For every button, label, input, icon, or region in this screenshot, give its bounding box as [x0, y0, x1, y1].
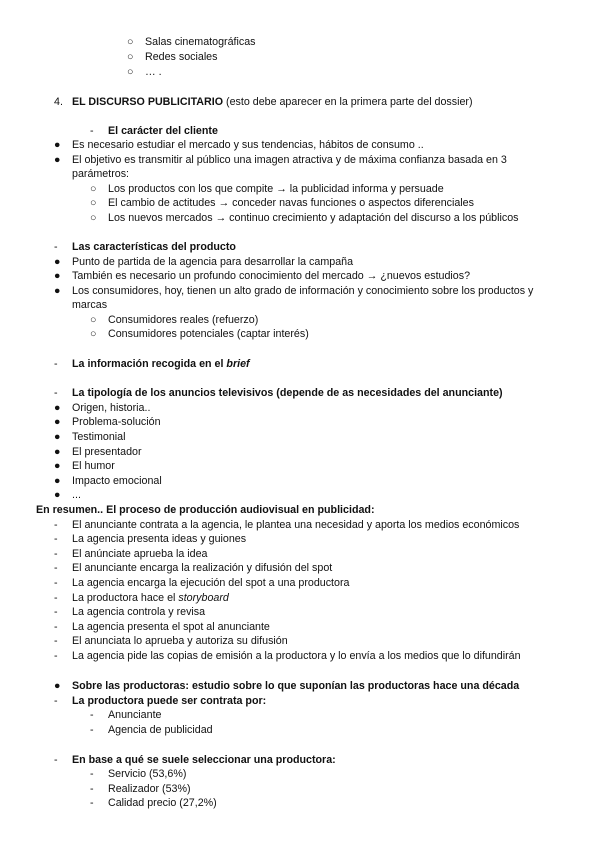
dash-icon: - [54, 533, 58, 545]
list-item-text: Problema-solución [72, 416, 161, 428]
dash-icon: - [54, 754, 58, 766]
dash-icon: - [54, 387, 58, 399]
dash-icon: - [90, 125, 94, 137]
list-item-text: El anúnciate aprueba la idea [72, 548, 208, 560]
dash-icon: - [90, 783, 94, 795]
list-item [127, 36, 133, 49]
list-item-text: También es necesario un profundo conocimiento del mercado → ¿nuevos estudios? [72, 270, 471, 282]
subheading-productoras: Sobre las productoras: estudio sobre lo que suponían las productoras hace una década [72, 680, 520, 692]
list-item-text: La productora hace el storyboard [72, 592, 229, 604]
list-item-text: Servicio (53,6%) [108, 768, 187, 780]
list-item-text: La agencia presenta ideas y guiones [72, 533, 247, 545]
list-item-text: El objetivo es transmitir al público una imagen atractiva y de máxima confianza basada en 3 [72, 154, 507, 166]
dash-icon: - [54, 621, 58, 633]
dash-icon: - [54, 548, 58, 560]
storyboard-italic: storyboard [178, 592, 229, 604]
dash-icon: - [54, 606, 58, 618]
section-number: 4. [54, 96, 63, 108]
list-item-text: Consumidores reales (refuerzo) [108, 314, 259, 326]
dash-icon: - [54, 562, 58, 574]
bullet-icon: ● [54, 139, 61, 151]
bullet-icon: ● [54, 270, 61, 282]
dash-icon: - [54, 635, 58, 647]
circle-bullet-icon: ○ [127, 36, 134, 48]
bullet-icon: ● [54, 402, 61, 414]
subheading-contrata: La productora puede ser contrata por: [72, 695, 267, 707]
subheading-resumen: En resumen.. El proceso de producción audiovisual en publicidad: [36, 504, 375, 516]
dash-icon: - [54, 241, 58, 253]
bullet-icon: ● [54, 460, 61, 472]
list-item-text: Calidad precio (27,2%) [108, 797, 217, 809]
list-item-text: El anunciante encarga la realización y difusión del spot [72, 562, 333, 574]
circle-bullet-icon: ○ [127, 66, 134, 78]
dash-icon: - [90, 709, 94, 721]
bullet-icon: ● [54, 680, 61, 692]
bullet-icon: ● [54, 489, 61, 501]
bullet-icon: ● [54, 446, 61, 458]
section-title: EL DISCURSO PUBLICITARIO [72, 96, 224, 108]
brief-italic: brief [226, 358, 250, 370]
list-item-text: Consumidores potenciales (captar interés) [108, 328, 309, 340]
list-item-text: La agencia controla y revisa [72, 606, 206, 618]
dash-icon: - [90, 797, 94, 809]
bullet-icon: ● [54, 256, 61, 268]
circle-bullet-icon: ○ [90, 328, 97, 340]
list-item-text: El cambio de actitudes → conceder navas funciones o aspectos diferenciales [108, 197, 474, 209]
circle-bullet-icon: ○ [127, 51, 134, 63]
bullet-icon: ● [54, 416, 61, 428]
bullet-icon: ● [54, 475, 61, 487]
section-note: (esto debe aparecer en la primera parte del dossier) [226, 96, 473, 108]
list-item-text: El humor [72, 460, 115, 472]
list-item-text: Es necesario estudiar el mercado y sus tendencias, hábitos de consumo .. [72, 139, 424, 151]
section-heading [72, 96, 473, 109]
dash-icon: - [54, 650, 58, 662]
dash-icon: - [54, 695, 58, 707]
list-item-text: El presentador [72, 446, 142, 458]
list-item-text: … . [145, 66, 162, 78]
list-item-text: El anunciata lo aprueba y autoriza su difusión [72, 635, 288, 647]
bullet-icon: ● [54, 431, 61, 443]
list-item-text: marcas [72, 299, 108, 311]
list-item-text: Salas cinematográficas [145, 36, 256, 48]
list-item-text: Los consumidores, hoy, tienen un alto grado de información y conocimiento sobre los productos y [72, 285, 534, 297]
list-item-text: Impacto emocional [72, 475, 162, 487]
circle-bullet-icon: ○ [90, 197, 97, 209]
list-item-text: Redes sociales [145, 51, 218, 63]
dash-icon: - [54, 577, 58, 589]
subheading-tipologia: La tipología de los anuncios televisivos (depende de as necesidades del anunciante) [72, 387, 503, 399]
subheading-cliente: El carácter del cliente [108, 125, 218, 137]
list-item-text: La agencia pide las copias de emisión a la productora y lo envía a los medios que lo difundirán [72, 650, 521, 662]
subheading-producto: Las características del producto [72, 241, 236, 253]
dash-icon: - [54, 519, 58, 531]
dash-icon: - [90, 724, 94, 736]
list-item-text: Los nuevos mercados → continuo crecimiento y adaptación del discurso a los públicos [108, 212, 519, 224]
list-item-text: Realizador (53%) [108, 783, 191, 795]
list-item-text: La agencia encarga la ejecución del spot a una productora [72, 577, 350, 589]
bullet-icon: ● [54, 285, 61, 297]
subheading-seleccion: En base a qué se suele seleccionar una productora: [72, 754, 336, 766]
bullet-icon: ● [54, 154, 61, 166]
dash-icon: - [54, 358, 58, 370]
list-item-text: Anunciante [108, 709, 162, 721]
list-item-text: Origen, historia.. [72, 402, 151, 414]
list-item-text: Agencia de publicidad [108, 724, 213, 736]
dash-icon: - [90, 768, 94, 780]
list-item-text: ... [72, 489, 81, 501]
circle-bullet-icon: ○ [90, 314, 97, 326]
list-item-text: Testimonial [72, 431, 126, 443]
list-item-text: El anunciante contrata a la agencia, le plantea una necesidad y aporta los medios económicos [72, 519, 520, 531]
list-item-text: parámetros: [72, 168, 130, 180]
list-item-text: Punto de partida de la agencia para desarrollar la campaña [72, 256, 354, 268]
circle-bullet-icon: ○ [90, 212, 97, 224]
circle-bullet-icon: ○ [90, 183, 97, 195]
subheading-brief: La información recogida en el brief [72, 358, 250, 370]
list-item-text: La agencia presenta el spot al anunciante [72, 621, 270, 633]
dash-icon: - [54, 592, 58, 604]
list-item-text: Los productos con los que compite → la publicidad informa y persuade [108, 183, 444, 195]
